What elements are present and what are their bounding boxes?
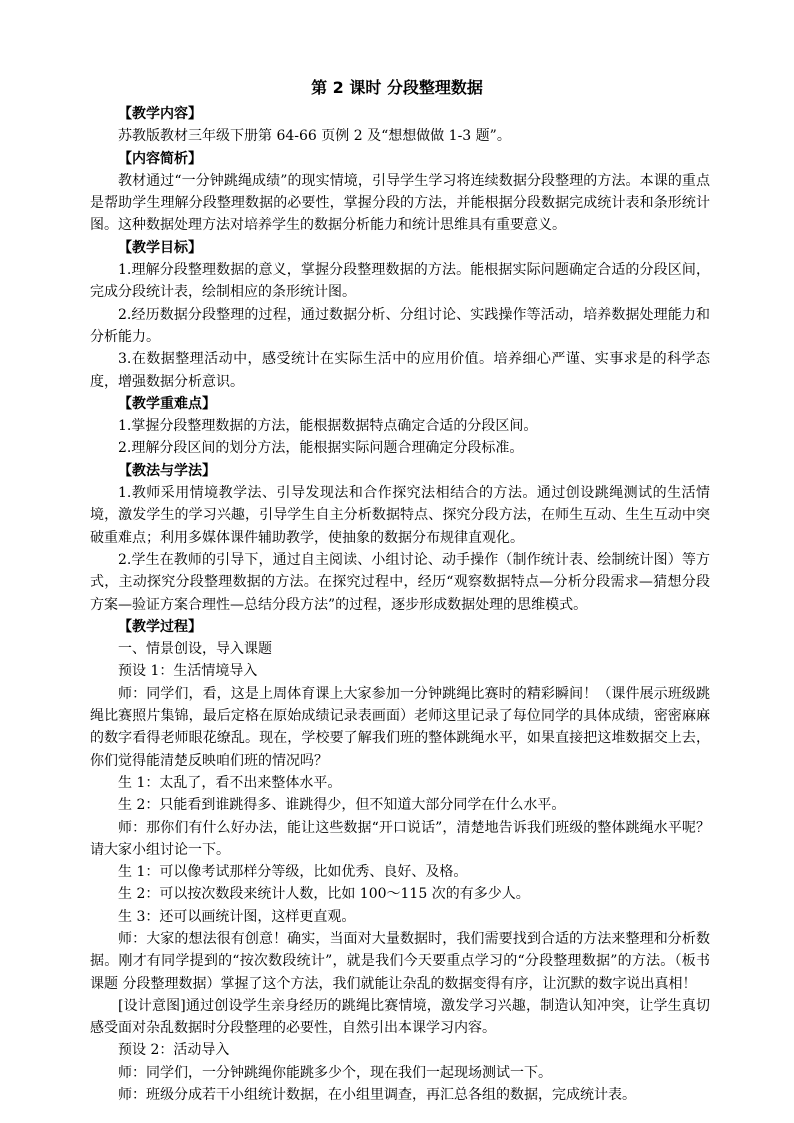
paragraph: 师：同学们，一分钟跳绳你能跳多少个，现在我们一起现场测试一下。: [118, 1064, 552, 1081]
paragraph: 师：班级分成若干小组统计数据，在小组里调查，再汇总各组的数据，完成统计表。: [118, 1087, 636, 1104]
section-heading: 【教学重难点】: [118, 395, 216, 412]
paragraph: 1.理解分段整理数据的意义，掌握分段整理数据的方法。能根据实际问题确定合适的分段区间，完成分段统计表，绘制相应的条形统计图。: [90, 262, 710, 301]
paragraph: 生 2：只能看到谁跳得多、谁跳得少，但不知道大部分同学在什么水平。: [118, 797, 566, 814]
section-heading: 【内容简析】: [118, 150, 202, 167]
paragraph: 预设 1：生活情境导入: [118, 663, 258, 680]
paragraph: 3.在数据整理活动中，感受统计在实际生活中的应用价值。培养细心严谨、实事求是的科学态度，增强数据分析意识。: [90, 351, 710, 390]
paragraph: 1.教师采用情境教学法、引导发现法和合作探究法相结合的方法。通过创设跳绳测试的生活情境，激发学生的学习兴趣，引导学生自主分析数据特点、探究分段方法，在师生互动、生生互动中突破重难点；利用多媒体课件辅助教学，使抽象的数据分布规律直观化。: [90, 485, 710, 546]
paragraph: 生 2：可以按次数段来统计人数，比如 100～115 次的有多少人。: [118, 886, 530, 903]
section-heading: 【教学内容】: [118, 106, 202, 122]
paragraph: 师：大家的想法很有创意！确实，当面对大量数据时，我们需要找到合适的方法来整理和分析数据。刚才有同学提到的“按次数段统计”，就是我们今天要重点学习的“分段整理数据”的方法。（板书课题 分段整理数据）掌握了这个方法，我们就能让杂乱的数据变得有序，让沉默的数字说出真相！: [90, 930, 710, 992]
paragraph: 师：同学们，看，这是上周体育课上大家参加一分钟跳绳比赛时的精彩瞬间！（课件展示班级跳绳比赛照片集锦，最后定格在原始成绩记录表画面）老师这里记录了每位同学的具体成绩，密密麻麻的数字看得老师眼花缭乱。现在，学校要了解我们班的整体跳绳水平，如果直接把这堆数据交上去，你们觉得能清楚反映咱们班的情况吗？: [90, 685, 710, 769]
page-title: 第 2 课时 分段整理数据: [311, 78, 483, 97]
paragraph: 苏教版教材三年级下册第 64-66 页例 2 及“想想做做 1-3 题”。: [118, 128, 511, 145]
paragraph: 教材通过“一分钟跳绳成绩”的现实情境，引导学生学习将连续数据分段整理的方法。本课的重点是帮助学生理解分段整理数据的必要性，掌握分段的方法，并能根据分段数据完成统计表和条形统计图。这种数据处理方法对培养学生的数据分析能力和统计思维具有重要意义。: [90, 172, 710, 234]
paragraph: 生 3：还可以画统计图，这样更直观。: [118, 908, 356, 925]
document-body: [90, 103, 710, 1106]
paragraph: 1.掌握分段整理数据的方法，能根据数据特点确定合适的分段区间。: [118, 418, 538, 435]
section-heading: 【教法与学法】: [118, 462, 216, 479]
paragraph: [设计意图]通过创设学生亲身经历的跳绳比赛情境，激发学习兴趣，制造认知冲突，让学生真切感受面对杂乱数据时分段整理的必要性，自然引出本课学习内容。: [90, 997, 710, 1037]
paragraph: 2.理解分段区间的划分方法，能根据实际问题合理确定分段标准。: [118, 440, 524, 457]
paragraph: 预设 2：活动导入: [118, 1042, 230, 1059]
paragraph: 生 1：可以像考试那样分等级，比如优秀、良好、及格。: [118, 864, 468, 881]
paragraph: 2.学生在教师的引导下，通过自主阅读、小组讨论、动手操作（制作统计表、绘制统计图）等方式，主动探究分段整理数据的方法。在探究过程中，经历“观察数据特点—分析分段需求—猜想分段方案—验证方案合理性—总结分段方法”的过程，逐步形成数据处理的思维模式。: [90, 551, 710, 613]
paragraph: 生 1：太乱了，看不出来整体水平。: [118, 774, 342, 791]
section-heading: 【教学过程】: [118, 618, 202, 635]
paragraph: 师：那你们有什么好办法，能让这些数据“开口说话”，清楚地告诉我们班级的整体跳绳水平呢？请大家小组讨论一下。: [90, 819, 710, 858]
section-heading: 【教学目标】: [118, 239, 202, 256]
paragraph: 2.经历数据分段整理的过程，通过数据分析、分组讨论、实践操作等活动，培养数据处理能力和分析能力。: [90, 306, 710, 345]
paragraph: 一、情景创设，导入课题: [118, 641, 272, 658]
